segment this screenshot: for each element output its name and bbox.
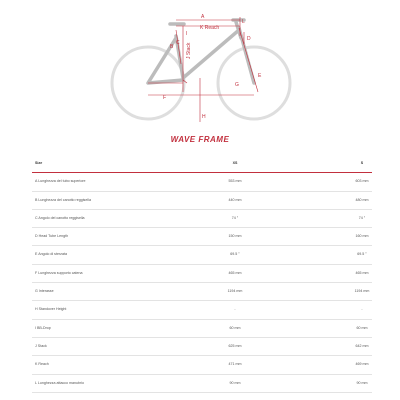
table-row (32, 320, 372, 338)
row-xs-value: 74 ° (231, 215, 239, 220)
row-s-value: 69.5 ° (357, 252, 367, 257)
row-s-value: 469 mm (355, 362, 369, 367)
row-xs-value: 465 mm (228, 270, 242, 275)
row-s-value: 480 mm (355, 197, 369, 202)
table-row (32, 265, 372, 283)
row-s-value: - (361, 307, 363, 312)
table-row (32, 301, 372, 319)
row-s-value: 90 mm (356, 380, 368, 385)
label-e: E (258, 73, 262, 79)
label-h: H (202, 114, 206, 120)
row-label: E Angolo di sterzata (35, 252, 67, 257)
table-row (32, 246, 372, 264)
table-row (32, 356, 372, 374)
table-row (32, 228, 372, 246)
table-row (32, 192, 372, 210)
bike-geometry-diagram (0, 0, 400, 128)
row-label: H Standover Height (35, 307, 67, 312)
row-s-value: 60 mm (356, 325, 368, 330)
label-l: L (242, 19, 245, 25)
label-c: C (176, 40, 180, 46)
row-label: A Lunghezza del tubo superiore (35, 179, 86, 184)
label-g: G (235, 82, 239, 88)
row-xs-value: 440 mm (228, 197, 242, 202)
row-xs-value: 60 mm (229, 325, 241, 330)
table-row (32, 210, 372, 228)
label-j-stack: J Stack (186, 42, 192, 59)
row-label: G Interasse (35, 289, 54, 294)
table-row (32, 375, 372, 393)
row-label: J Stack (35, 343, 47, 348)
row-label: C Angolo del canotto reggisella (35, 215, 85, 220)
row-s-value: 1194 mm (354, 289, 370, 294)
row-label: F Lunghezza supporto catena (35, 270, 83, 275)
row-s-value: 160 mm (355, 234, 369, 239)
row-xs-value: 625 mm (228, 343, 242, 348)
row-xs-value: 150 mm (228, 234, 242, 239)
row-xs-value: 69.5 ° (230, 252, 240, 257)
row-label: D Head Tube Length (35, 234, 69, 239)
label-f: F (163, 95, 167, 101)
row-s-value: 603 mm (355, 179, 369, 184)
row-label: L Lunghezza attacco manubrio (35, 380, 85, 385)
table-row (32, 173, 372, 191)
row-label: K Reach (35, 362, 49, 367)
table-header (32, 155, 372, 173)
label-d: D (247, 36, 251, 42)
row-xs-value: 1194 mm (227, 289, 243, 294)
row-label: B Lunghezza del canotto reggisella (35, 197, 91, 202)
label-i: I (186, 31, 188, 37)
header-size: Size (35, 161, 43, 165)
frame-title: WAVE FRAME (170, 135, 230, 144)
label-b: B (170, 44, 174, 50)
row-label: I BB-Drop (35, 325, 51, 330)
row-s-value: 465 mm (355, 270, 369, 275)
row-xs-value: 553 mm (228, 179, 242, 184)
table-row (32, 338, 372, 356)
label-a: A (201, 14, 205, 20)
header-s: S (360, 161, 364, 165)
geometry-table (32, 155, 372, 393)
row-s-value: 642 mm (355, 343, 369, 348)
row-s-value: 74 ° (358, 215, 366, 220)
header-xs: XS (232, 161, 238, 165)
table-row (32, 283, 372, 301)
row-xs-value: 471 mm (228, 362, 242, 367)
label-k-reach: K Reach (200, 25, 220, 31)
row-xs-value: 90 mm (229, 380, 241, 385)
row-xs-value: - (234, 307, 236, 312)
